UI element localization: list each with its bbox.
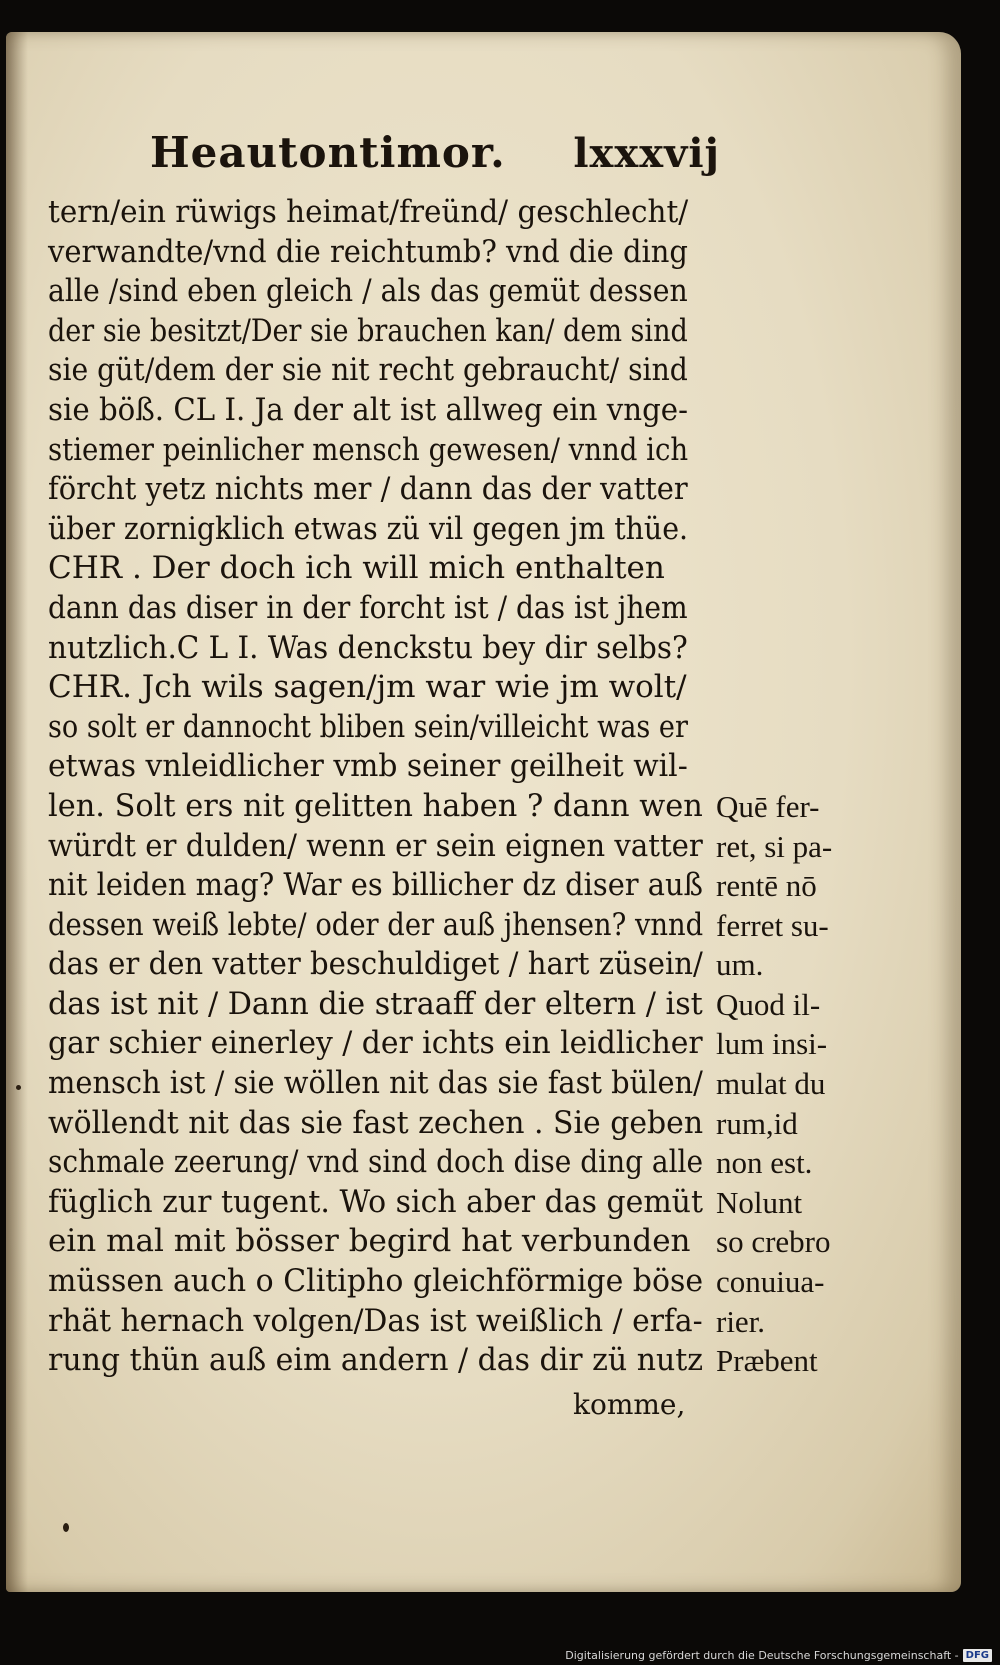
text-line xyxy=(48,1262,908,1302)
text-line xyxy=(48,866,908,906)
line-text: ein mal mit bösser begird hat verbunden xyxy=(48,1223,691,1260)
text-line xyxy=(48,747,908,787)
text-line xyxy=(48,827,908,867)
page-gutter-shadow xyxy=(6,32,28,1592)
text-line xyxy=(48,1064,908,1104)
text-line xyxy=(48,1183,908,1223)
marginal-gloss: rier. xyxy=(716,1303,766,1339)
line-text: sie böß. CL I. Ja der alt ist allweg ein vnge- xyxy=(48,391,688,428)
text-line xyxy=(48,945,908,985)
line-text: über zornigklich etwas zü vil gegen jm thüe. xyxy=(48,510,689,547)
line-text: len. Solt ers nit gelitten haben ? dann wen xyxy=(48,787,703,824)
marginal-gloss: rum,id xyxy=(716,1105,798,1141)
marginal-gloss: mulat du xyxy=(716,1066,826,1102)
line-text: der sie besitzt/Der sie brauchen kan/ dem sind xyxy=(48,312,688,349)
marginal-gloss: Præbent xyxy=(716,1343,818,1379)
text-line xyxy=(48,1302,908,1342)
text-line xyxy=(48,233,908,273)
line-text: wöllendt nit das sie fast zechen . Sie geben xyxy=(48,1104,704,1141)
text-line xyxy=(48,391,908,431)
line-text: sie güt/dem der sie nit recht gebraucht/ sind xyxy=(48,352,688,389)
text-line xyxy=(48,589,908,629)
line-text: gar schier einerley / der ichts ein leidlicher xyxy=(48,1025,703,1062)
text-line xyxy=(48,351,908,391)
marginal-gloss: non est. xyxy=(716,1145,813,1181)
marginal-gloss: ret, si pa- xyxy=(716,828,833,864)
text-line xyxy=(48,668,908,708)
marginal-gloss: Nolunt xyxy=(716,1184,803,1220)
ink-speck xyxy=(63,1523,69,1532)
marginal-gloss: ferret su- xyxy=(716,907,829,943)
line-text: tern/ein rüwigs heimat/freünd/ geschlecht/ xyxy=(48,194,689,230)
text-line xyxy=(48,312,908,352)
running-head: Heautontimor. xyxy=(150,128,506,177)
line-text: dann das diser in der forcht ist / das ist jhem xyxy=(48,589,688,626)
line-text: dessen weiß lebte/ oder der auß jhensen? vnnd xyxy=(48,906,704,943)
text-line xyxy=(48,906,908,946)
text-line xyxy=(48,272,908,312)
line-text: verwandte/vnd die reichtumb? vnd die ding xyxy=(48,233,688,270)
text-line xyxy=(48,1143,908,1183)
text-line xyxy=(48,629,908,669)
catchword: komme, xyxy=(573,1388,686,1421)
line-text: nit leiden mag? War es billicher dz diser auß xyxy=(48,867,703,904)
text-line xyxy=(48,549,908,589)
text-line xyxy=(48,1104,908,1144)
ink-speck xyxy=(16,1085,21,1090)
line-text: das ist nit / Dann die straaff der eltern / ist xyxy=(48,985,703,1022)
line-text: mensch ist / sie wöllen nit das sie fast bülen/ xyxy=(48,1065,703,1102)
page-header xyxy=(150,128,720,188)
line-text: müssen auch o Clitipho gleichförmige böse xyxy=(48,1263,704,1300)
marginal-gloss: Quod il- xyxy=(716,986,821,1022)
text-line xyxy=(48,985,908,1025)
marginal-gloss: lum insi- xyxy=(716,1026,828,1062)
line-text: füglich zur tugent. Wo sich aber das gemüt xyxy=(48,1183,703,1220)
line-text: CHR. Jch wils sagen/jm war wie jm wolt/ xyxy=(48,669,687,706)
line-text: förcht yetz nichts mer / dann das der vatter xyxy=(48,471,688,508)
line-text: CHR . Der doch ich will mich enthalten xyxy=(48,550,665,587)
text-line xyxy=(48,787,908,827)
line-text: so solt er dannocht bliben sein/villeicht was er xyxy=(48,708,688,745)
text-line xyxy=(48,1341,908,1381)
folio-number: lxxxvij xyxy=(573,130,720,177)
digitization-footer xyxy=(0,1645,1000,1665)
text-line xyxy=(48,470,908,510)
line-text: nutzlich.C L I. Was denckstu bey dir selbs? xyxy=(48,629,688,666)
text-line xyxy=(48,708,908,748)
dfg-logo: DFG xyxy=(963,1649,992,1662)
marginal-gloss: Quē fer- xyxy=(716,788,820,824)
line-text: rung thün auß eim andern / das dir zü nutz xyxy=(48,1342,704,1379)
text-line xyxy=(48,193,908,233)
line-text: rhät hernach volgen/Das ist weißlich / erfa- xyxy=(48,1302,703,1339)
line-text: das er den vatter beschuldiget / hart züsein/ xyxy=(48,946,703,983)
marginal-gloss: rentē nō xyxy=(716,868,817,904)
text-line xyxy=(48,431,908,471)
line-text: alle /sind eben gleich / als das gemüt dessen xyxy=(48,273,688,310)
text-line xyxy=(48,510,908,550)
marginal-gloss: conuiua- xyxy=(716,1264,825,1300)
line-text: etwas vnleidlicher vmb seiner geilheit wil- xyxy=(48,748,688,785)
marginal-gloss: um. xyxy=(716,947,764,983)
marginal-gloss: so crebro xyxy=(716,1224,831,1260)
digitization-credit: Digitalisierung gefördert durch die Deutsche Forschungsgemeinschaft - xyxy=(565,1648,959,1662)
text-line xyxy=(48,1222,908,1262)
text-block xyxy=(48,193,908,1381)
line-text: schmale zeerung/ vnd sind doch dise ding alle xyxy=(48,1144,704,1181)
line-text: würdt er dulden/ wenn er sein eignen vatter xyxy=(48,827,703,864)
text-line xyxy=(48,1024,908,1064)
line-text: stiemer peinlicher mensch gewesen/ vnnd ich xyxy=(48,431,689,468)
